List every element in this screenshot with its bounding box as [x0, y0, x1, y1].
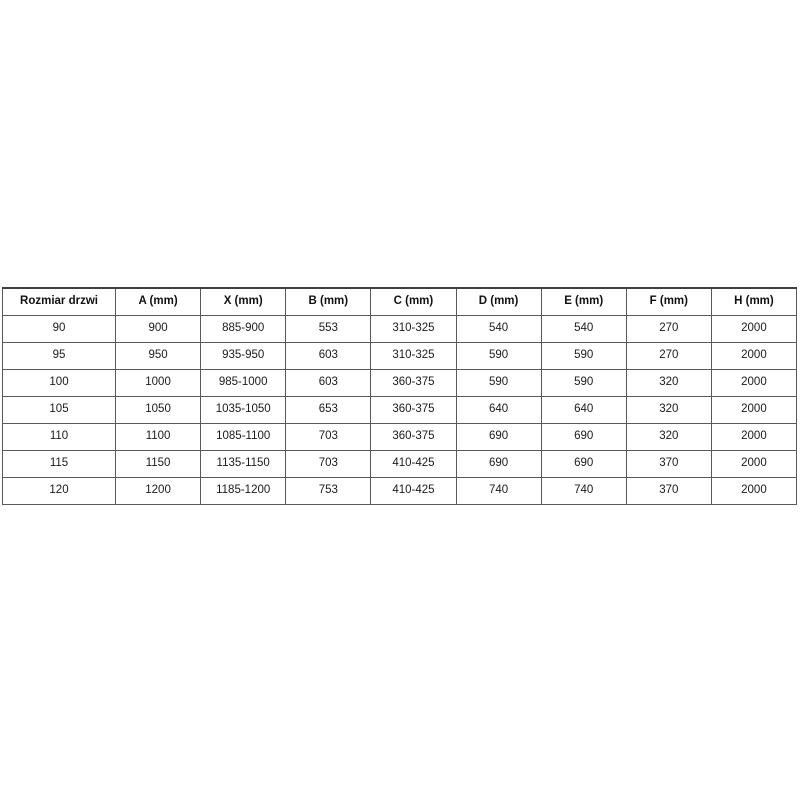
table-cell: 950	[116, 343, 201, 370]
table-cell: 270	[626, 343, 711, 370]
column-header: X (mm)	[201, 288, 286, 316]
table-cell: 590	[541, 343, 626, 370]
table-cell: 2000	[711, 343, 796, 370]
table-cell: 1085-1100	[201, 424, 286, 451]
table-row	[3, 370, 797, 397]
table-cell: 370	[626, 478, 711, 505]
table-cell: 740	[456, 478, 541, 505]
table-cell: 640	[456, 397, 541, 424]
column-header: F (mm)	[626, 288, 711, 316]
table-cell: 690	[456, 424, 541, 451]
column-header: C (mm)	[371, 288, 456, 316]
table-cell: 320	[626, 424, 711, 451]
table-cell: 120	[3, 478, 116, 505]
table-cell: 540	[456, 316, 541, 343]
table-cell: 703	[286, 424, 371, 451]
table-cell: 900	[116, 316, 201, 343]
table-cell: 410-425	[371, 478, 456, 505]
column-header: D (mm)	[456, 288, 541, 316]
table-cell: 320	[626, 397, 711, 424]
table-cell: 1150	[116, 451, 201, 478]
table-cell: 95	[3, 343, 116, 370]
table-row	[3, 316, 797, 343]
table-cell: 590	[541, 370, 626, 397]
table-cell: 2000	[711, 478, 796, 505]
table-cell: 1050	[116, 397, 201, 424]
table-cell: 690	[541, 451, 626, 478]
table-cell: 90	[3, 316, 116, 343]
table-cell: 603	[286, 343, 371, 370]
table-cell: 1185-1200	[201, 478, 286, 505]
table-row	[3, 451, 797, 478]
table-cell: 1135-1150	[201, 451, 286, 478]
table-cell: 1000	[116, 370, 201, 397]
table-cell: 553	[286, 316, 371, 343]
table-row	[3, 343, 797, 370]
table-cell: 310-325	[371, 316, 456, 343]
table-cell: 690	[541, 424, 626, 451]
table-cell: 2000	[711, 424, 796, 451]
table-cell: 2000	[711, 370, 796, 397]
table-cell: 310-325	[371, 343, 456, 370]
table-cell: 590	[456, 370, 541, 397]
table-cell: 360-375	[371, 370, 456, 397]
table-cell: 320	[626, 370, 711, 397]
table-cell: 370	[626, 451, 711, 478]
door-dimensions-table	[2, 287, 797, 505]
table-cell: 885-900	[201, 316, 286, 343]
table-header-row	[3, 288, 797, 316]
table-row	[3, 478, 797, 505]
table-cell: 100	[3, 370, 116, 397]
table-cell: 2000	[711, 316, 796, 343]
column-header: E (mm)	[541, 288, 626, 316]
table-cell: 1035-1050	[201, 397, 286, 424]
table-cell: 105	[3, 397, 116, 424]
table-cell: 690	[456, 451, 541, 478]
table-cell: 115	[3, 451, 116, 478]
table-cell: 2000	[711, 397, 796, 424]
table-cell: 935-950	[201, 343, 286, 370]
table-cell: 410-425	[371, 451, 456, 478]
table-cell: 740	[541, 478, 626, 505]
table-row	[3, 397, 797, 424]
table-cell: 540	[541, 316, 626, 343]
table-cell: 360-375	[371, 397, 456, 424]
table-cell: 603	[286, 370, 371, 397]
table-cell: 110	[3, 424, 116, 451]
table-cell: 1200	[116, 478, 201, 505]
table-cell: 270	[626, 316, 711, 343]
table-cell: 360-375	[371, 424, 456, 451]
table-cell: 753	[286, 478, 371, 505]
table-cell: 703	[286, 451, 371, 478]
table-cell: 1100	[116, 424, 201, 451]
column-header: B (mm)	[286, 288, 371, 316]
column-header: A (mm)	[116, 288, 201, 316]
table-row	[3, 424, 797, 451]
table-cell: 590	[456, 343, 541, 370]
column-header: H (mm)	[711, 288, 796, 316]
table-cell: 653	[286, 397, 371, 424]
table-cell: 2000	[711, 451, 796, 478]
table-cell: 640	[541, 397, 626, 424]
column-header: Rozmiar drzwi	[3, 288, 116, 316]
table-cell: 985-1000	[201, 370, 286, 397]
